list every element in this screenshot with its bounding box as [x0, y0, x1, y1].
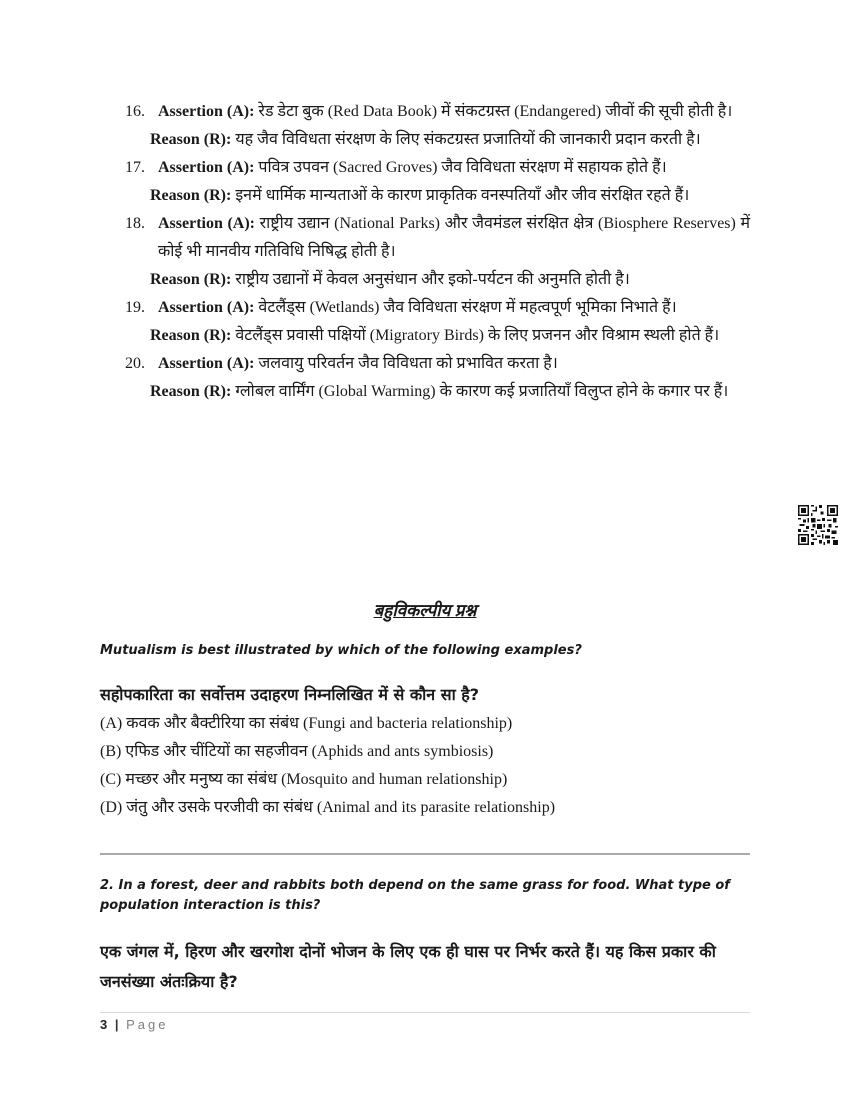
assertion-reason-list	[100, 98, 750, 406]
option-a: (A) कवक और बैक्टीरिया का संबंध (Fungi and bacteria relationship)	[100, 715, 513, 732]
question-number: 19.	[125, 299, 145, 316]
ar-question-18	[100, 210, 750, 294]
reason-text: ग्लोबल वार्मिंग (Global Warming) के कारण कई प्रजातियाँ विलुप्त होने के कगार पर हैं।	[235, 383, 729, 400]
question-number: 20.	[125, 355, 145, 372]
reason-text: इनमें धार्मिक मान्यताओं के कारण प्राकृतिक वनस्पतियाँ और जीव संरक्षित रहते हैं।	[235, 187, 690, 204]
reason-text: राष्ट्रीय उद्यानों में केवल अनुसंधान और इको-पर्यटन की अनुमति होती है।	[235, 271, 630, 288]
reason-label: Reason (R):	[150, 327, 232, 344]
assertion-line	[150, 154, 750, 182]
assertion-text: पवित्र उपवन (Sacred Groves) जैव विविधता संरक्षण में सहायक होते हैं।	[258, 159, 667, 176]
assertion-text: राष्ट्रीय उद्यान (National Parks) और जैवमंडल संरक्षित क्षेत्र (Biosphere Reserves) में कोई भी मानवीय गतिविधि निषिद्ध होती है।	[158, 215, 751, 260]
reason-line	[150, 378, 750, 406]
ar-question-20	[100, 350, 750, 406]
assertion-label: Assertion (A):	[158, 355, 255, 372]
ar-question-16	[100, 98, 750, 154]
page-number: 3	[100, 1017, 108, 1032]
assertion-label: Assertion (A):	[158, 215, 256, 232]
option-b: (B) एफिड और चींटियों का सहजीवन (Aphids and ants symbiosis)	[100, 743, 494, 760]
q1-hindi-text: सहोपकारिता का सर्वोत्तम उदाहरण निम्नलिखित में से कौन सा है?	[100, 685, 480, 704]
ar-question-17	[100, 154, 750, 210]
question-number: 16.	[125, 103, 145, 120]
option-c: (C) मच्छर और मनुष्य का संबंध (Mosquito and human relationship)	[100, 771, 508, 788]
reason-label: Reason (R):	[150, 187, 232, 204]
reason-label: Reason (R):	[150, 271, 232, 288]
page-label: Page	[126, 1017, 169, 1032]
reason-line	[150, 322, 750, 350]
assertion-text: वेटलैंड्स (Wetlands) जैव विविधता संरक्षण में महत्वपूर्ण भूमिका निभाते हैं।	[258, 299, 677, 316]
reason-line	[150, 266, 750, 294]
ar-question-19	[100, 294, 750, 350]
q1-options	[100, 710, 750, 822]
reason-text: वेटलैंड्स प्रवासी पक्षियों (Migratory Birds) के लिए प्रजनन और विश्राम स्थली होते हैं।	[235, 327, 720, 344]
assertion-line	[150, 350, 750, 378]
assertion-line	[150, 98, 750, 126]
assertion-label: Assertion (A):	[158, 103, 255, 120]
option-d: (D) जंतु और उसके परजीवी का संबंध (Animal and its parasite relationship)	[100, 799, 556, 816]
question-number: 18.	[125, 215, 145, 232]
mcq-section-heading: बहुविकल्पीय प्रश्न	[373, 601, 477, 620]
reason-line	[150, 126, 750, 154]
q2-hindi-text: एक जंगल में, हिरण और खरगोश दोनों भोजन के लिए एक ही घास पर निर्भर करते हैं। यह किस प्रकार की जनसंख्या अंतःक्रिया है?	[100, 942, 716, 991]
section-divider	[100, 853, 750, 855]
question-number: 17.	[125, 159, 145, 176]
reason-label: Reason (R):	[150, 383, 232, 400]
assertion-label: Assertion (A):	[158, 299, 255, 316]
assertion-line	[150, 210, 750, 266]
reason-line	[150, 182, 750, 210]
reason-label: Reason (R):	[150, 131, 232, 148]
assertion-text: रेड डेटा बुक (Red Data Book) में संकटग्रस्त (Endangered) जीवों की सूची होती है।	[258, 103, 733, 120]
assertion-text: जलवायु परिवर्तन जैव विविधता को प्रभावित करता है।	[258, 355, 558, 372]
qr-code-icon	[798, 505, 838, 545]
reason-text: यह जैव विविधता संरक्षण के लिए संकटग्रस्त प्रजातियों की जानकारी प्रदान करती है।	[235, 131, 701, 148]
page-footer	[100, 1012, 750, 1032]
q2-english-text: 2. In a forest, deer and rabbits both depend on the same grass for food. What type of population interaction is this?	[100, 878, 730, 913]
assertion-line	[150, 294, 750, 322]
footer-separator: |	[114, 1017, 119, 1032]
assertion-label: Assertion (A):	[158, 159, 255, 176]
q1-english-text: Mutualism is best illustrated by which of the following examples?	[100, 643, 582, 658]
